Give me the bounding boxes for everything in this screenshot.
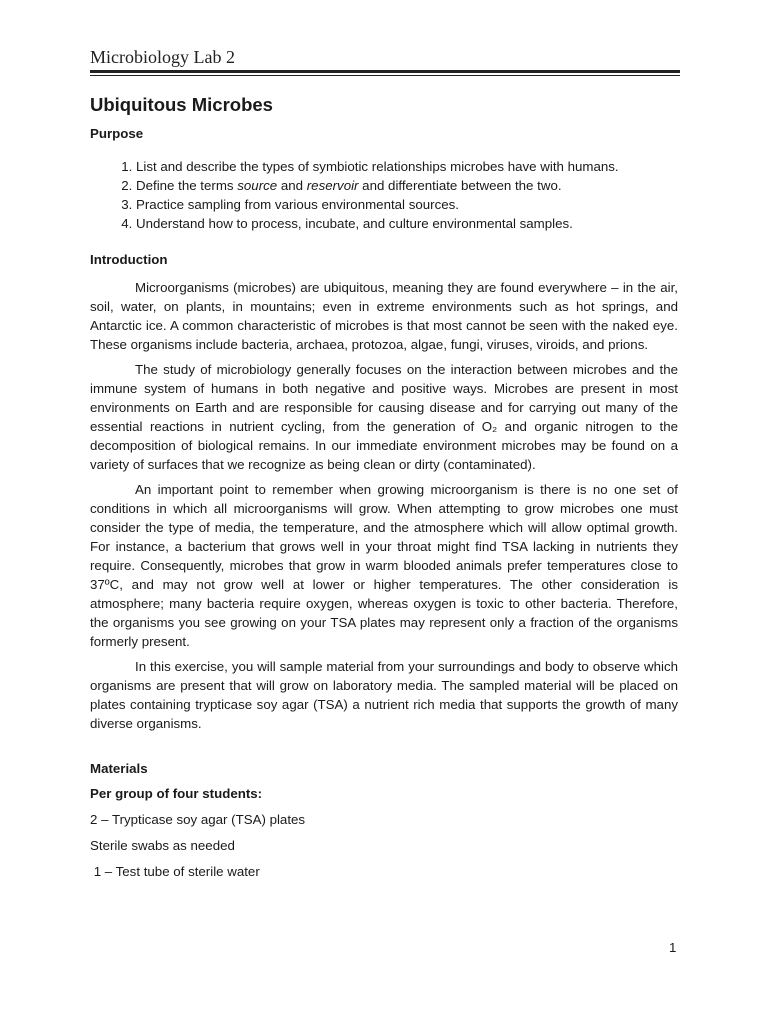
purpose-item-text: and (277, 178, 307, 193)
materials-item: 2 – Trypticase soy agar (TSA) plates (90, 812, 306, 827)
intro-paragraph: Microorganisms (microbes) are ubiquitous, meaning they are found everywhere – in the air, soil, water, on plants, in mountains; even in extreme environments such as hot springs, and Antarctic ice. A common characteristic of microbes is that most cannot be seen with the naked eye. These organisms include bacteria, archaea, protozoa, algae, fungi, viruses, viroids, and prions. (90, 280, 678, 352)
purpose-item-text: Define the terms (136, 178, 238, 193)
purpose-heading: Purpose (90, 126, 144, 141)
purpose-item-text: and differentiate between the two. (358, 178, 562, 193)
intro-paragraph: An important point to remember when growing microorganism is there is no one set of conditions in which all microorganisms will grow. When attempting to grow microbes one must consider the type of media, the temperature, and the atmosphere which will allow optimal growth. For instance, a bacterium that grows well in your throat might find TSA lacking in nutrients they require. Consequently, microbes that grow in warm blooded animals prefer temperatures close to 37ºC, and may not grow well at lower or higher temperatures. The other consideration is atmosphere; many bacteria require oxygen, whereas oxygen is toxic to other bacteria. Therefore, the organisms you see growing on your TSA plates may represent only a fraction of the organisms formerly present. (90, 482, 678, 649)
purpose-item-text: List and describe the types of symbiotic relationships microbes have with humans. (136, 159, 619, 174)
purpose-item-text: Understand how to process, incubate, and culture environmental samples. (136, 216, 573, 231)
purpose-item (136, 176, 678, 195)
materials-heading: Materials (90, 761, 148, 776)
purpose-item (136, 195, 678, 214)
purpose-item (136, 157, 678, 176)
introduction-heading: Introduction (90, 252, 168, 267)
intro-paragraph: In this exercise, you will sample material from your surroundings and body to observe which organisms are present that will grow on laboratory media. The sampled material will be placed on plates containing trypticase soy agar (TSA) a nutrient rich media that supports the growth of many diverse organisms. (90, 659, 678, 731)
main-content (90, 92, 678, 888)
header-rule-thick (90, 70, 680, 73)
materials-subheading: Per group of four students: (90, 786, 263, 801)
running-header: Microbiology Lab 2 (90, 47, 235, 67)
purpose-item-text: Practice sampling from various environmental sources. (136, 197, 459, 212)
header-rule-thin (90, 75, 680, 76)
purpose-list (90, 157, 678, 233)
page-number: 1 (669, 940, 677, 955)
purpose-item-term: source (237, 178, 278, 193)
purpose-item-term: reservoir (306, 178, 359, 193)
page-title: Ubiquitous Microbes (90, 94, 273, 115)
purpose-item (136, 214, 678, 233)
materials-item: 1 – Test tube of sterile water (90, 864, 260, 879)
intro-paragraph: The study of microbiology generally focuses on the interaction between microbes and the immune system of humans in both negative and positive ways. Microbes are present in most environments on Earth and are responsible for causing disease and for carrying out many of the essential reactions in nutrient cycling, from the generation of O₂ and organic nitrogen to the decomposition of biological remains. In our immediate environment microbes may be found on a variety of surfaces that we recognize as being clean or dirty (contaminated). (90, 362, 678, 472)
materials-item: Sterile swabs as needed (90, 838, 235, 853)
